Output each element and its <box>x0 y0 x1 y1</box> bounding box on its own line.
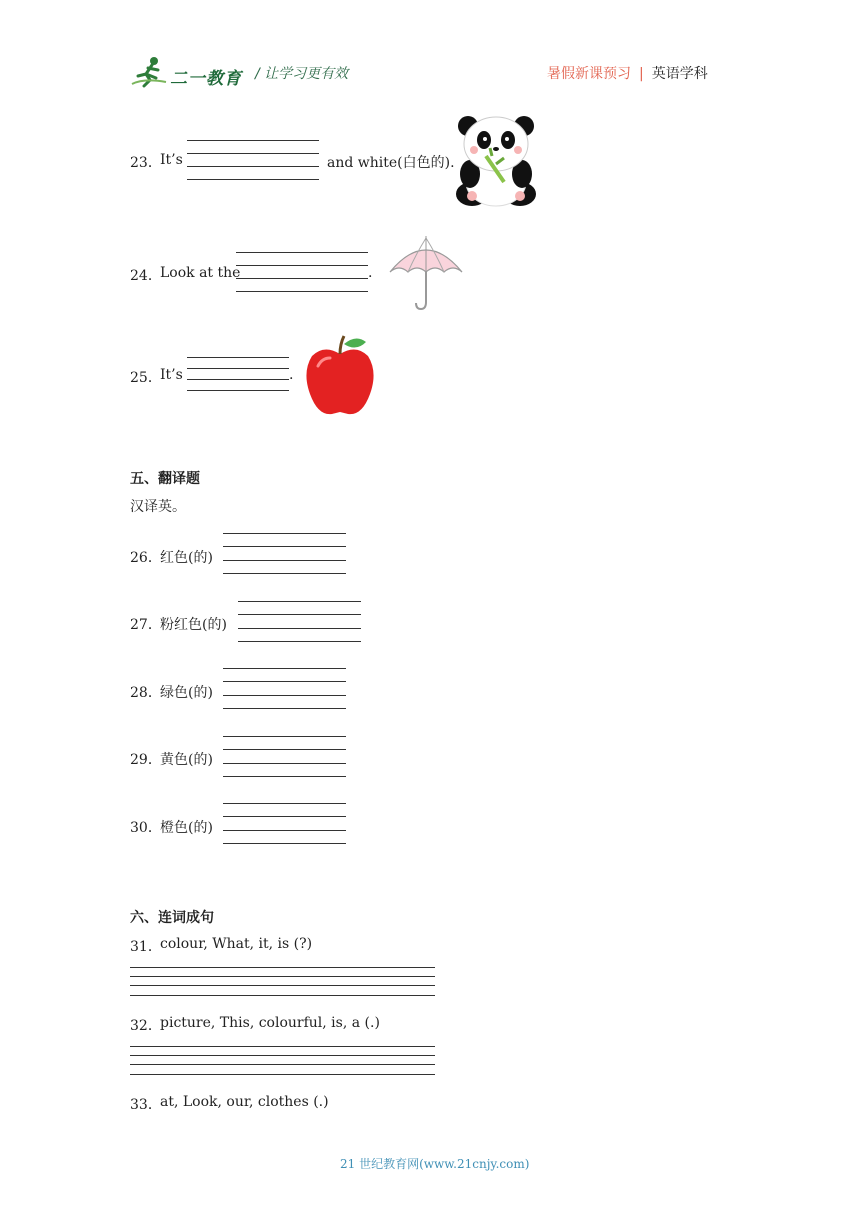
logo-text: 二一教育 <box>170 69 242 89</box>
answer-lines[interactable] <box>223 668 346 710</box>
question-text-after: . <box>368 265 373 281</box>
section-title: 六、连词成句 <box>130 910 214 926</box>
answer-lines[interactable] <box>130 1046 435 1076</box>
apple-icon <box>304 332 376 418</box>
question-text: picture, This, colourful, is, a (.) <box>160 1015 380 1031</box>
question-number: 27． <box>130 617 162 633</box>
footer-source: 21 世纪教育网(www.21cnjy.com) <box>340 1157 530 1171</box>
question-text: 橙色(的) <box>160 820 213 836</box>
question-number: 29． <box>130 752 162 768</box>
subject-label: 英语学科 <box>651 66 708 82</box>
section-instruction: 汉译英。 <box>130 499 186 515</box>
answer-lines[interactable] <box>223 803 346 845</box>
section-title: 五、翻译题 <box>130 471 200 487</box>
question-text-after: and white(白色的). <box>327 155 455 171</box>
question-text: 粉红色(的) <box>160 617 227 633</box>
panda-icon <box>452 112 540 208</box>
question-number: 32． <box>130 1018 162 1034</box>
header-right <box>547 63 708 83</box>
question-text-after: . <box>289 367 294 383</box>
preview-label: 暑假新课预习 <box>547 66 631 82</box>
header <box>130 56 730 92</box>
slogan: / 让学习更有效 <box>255 66 349 82</box>
separator: | <box>639 66 644 82</box>
question-text: at, Look, our, clothes (.) <box>160 1094 329 1110</box>
question-number: 31． <box>130 939 162 955</box>
question-text-before: It’s <box>160 367 183 383</box>
question-number: 33． <box>130 1097 162 1113</box>
question-number: 25． <box>130 370 162 386</box>
runner-logo-icon <box>130 56 170 88</box>
question-number: 26． <box>130 550 162 566</box>
question-number: 24． <box>130 268 162 284</box>
answer-lines[interactable] <box>187 357 289 391</box>
question-text-before: Look at the <box>160 265 241 281</box>
question-text: colour, What, it, is (?) <box>160 936 313 952</box>
answer-lines[interactable] <box>130 967 435 997</box>
question-text: 绿色(的) <box>160 685 213 701</box>
question-text: 红色(的) <box>160 550 213 566</box>
question-number: 28． <box>130 685 162 701</box>
question-text-before: It’s <box>160 152 183 168</box>
umbrella-icon <box>386 234 466 312</box>
question-number: 30． <box>130 820 162 836</box>
answer-lines[interactable] <box>223 533 346 575</box>
answer-lines[interactable] <box>236 252 368 292</box>
question-text: 黄色(的) <box>160 752 213 768</box>
answer-lines[interactable] <box>223 736 346 778</box>
answer-lines[interactable] <box>187 140 319 180</box>
answer-lines[interactable] <box>238 601 361 643</box>
question-number: 23． <box>130 155 162 171</box>
